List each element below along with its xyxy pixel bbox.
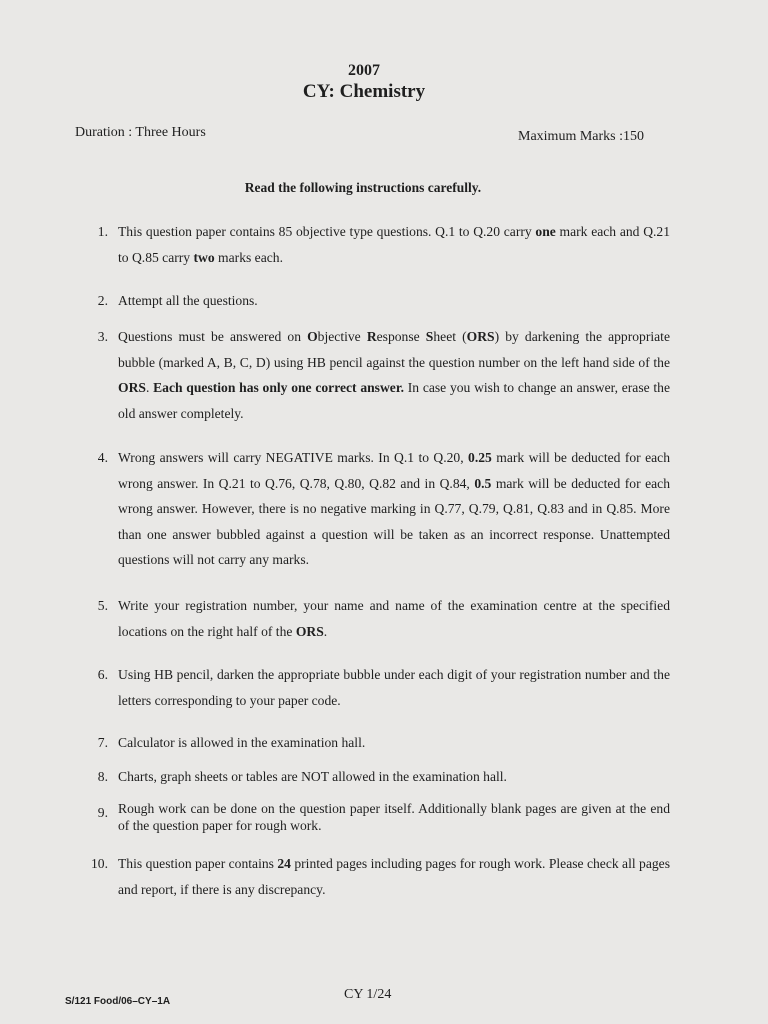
instruction-number: 7. [97, 735, 108, 750]
text-run: Calculator is allowed in the examination hall. [118, 735, 366, 750]
text-run: Write your registration number, your name and name of the examination centre at the specified locations on the right half of the [118, 598, 670, 639]
text-run: marks each. [214, 249, 283, 265]
text-run: Rough work can be done on the question paper itself. Additionally blank pages are given at the end of the question paper for rough work. [118, 801, 670, 833]
bold-text: 0.25 [468, 450, 492, 465]
text-run: mark each and Q.21 to Q.85 carry [118, 224, 671, 265]
text-run: mark will be deducted for each wrong answer. However, there is no negative marking in Q.77, Q.79, Q.81, Q.83 and in Q.85. More than one answer bubbled against a question will be taken as an incorrect response. Unattempted questions will not carry any marks. [118, 475, 670, 567]
text-run: ) by darkening the appropriate bubble (marked A, B, C, D) using HB pencil against the question number on the left hand side of the [118, 329, 670, 370]
instruction-text [118, 730, 670, 756]
text-run: This question paper contains 85 objective type questions. Q.1 to Q.20 carry [118, 224, 536, 239]
duration-label: Duration : Three Hours [75, 125, 206, 140]
bold-text: Each question has only one correct answer. [153, 380, 405, 395]
text-run: . [145, 380, 154, 395]
instruction-number: 2. [97, 293, 108, 308]
paper-code: S/121 Food/06–CY–1A [65, 996, 171, 1007]
text-run: . [323, 623, 328, 639]
exam-year: 2007 [348, 62, 380, 79]
text-run: In case you wish to change an answer, erase the old answer completely. [118, 380, 670, 421]
text-run: Using HB pencil, darken the appropriate bubble under each digit of your registration number and the letters corresponding to your paper code. [118, 667, 670, 708]
instruction-text [118, 851, 670, 902]
instruction-text [118, 445, 670, 573]
bold-text: 24 [277, 856, 291, 871]
instruction-text [118, 324, 670, 426]
instruction-text [118, 288, 670, 314]
paper-title: CY: Chemistry [302, 81, 426, 102]
instruction-number: 8. [97, 769, 108, 784]
instruction-number: 3. [97, 329, 108, 344]
max-marks-label: Maximum Marks :150 [518, 129, 644, 144]
bold-text: R [366, 329, 377, 344]
text-run: This question paper contains [118, 856, 278, 871]
text-run: bjective [317, 329, 367, 344]
instruction-text [118, 662, 670, 713]
instruction-number: 4. [97, 450, 108, 465]
instruction-text [118, 593, 670, 644]
instruction-text [118, 764, 670, 790]
bold-text: one [535, 224, 556, 239]
text-run: Charts, graph sheets or tables are NOT allowed in the examination hall. [118, 769, 507, 784]
instruction-number: 9. [97, 805, 108, 820]
bold-text: ORS [295, 623, 324, 639]
instructions-heading: Read the following instructions carefully. [244, 180, 482, 195]
bold-text: ORS [118, 380, 146, 395]
instruction-text [118, 219, 670, 270]
instruction-number: 10. [91, 856, 108, 871]
instruction-text [118, 800, 670, 834]
bold-text: two [193, 249, 215, 265]
page-number: CY 1/24 [344, 987, 392, 1002]
bold-text: O [307, 329, 318, 344]
text-run: Wrong answers will carry NEGATIVE marks. In Q.1 to Q.20, [118, 450, 469, 465]
text-run: Questions must be answered on [118, 329, 308, 344]
instruction-number: 5. [97, 598, 108, 613]
text-run: heet ( [433, 329, 467, 344]
text-run: mark will be deducted for each wrong answer. In Q.21 to Q.76, Q.78, Q.80, Q.82 and in Q.84, [118, 450, 670, 491]
instruction-number: 1. [97, 224, 108, 239]
bold-text: 0.5 [474, 475, 492, 491]
text-run: printed pages including pages for rough work. Please check all pages and report, if there is any discrepancy. [118, 856, 670, 897]
text-run: esponse [376, 329, 426, 344]
bold-text: S [425, 329, 434, 344]
text-run: Attempt all the questions. [118, 293, 258, 308]
instruction-number: 6. [97, 667, 108, 682]
bold-text: ORS [466, 329, 495, 344]
